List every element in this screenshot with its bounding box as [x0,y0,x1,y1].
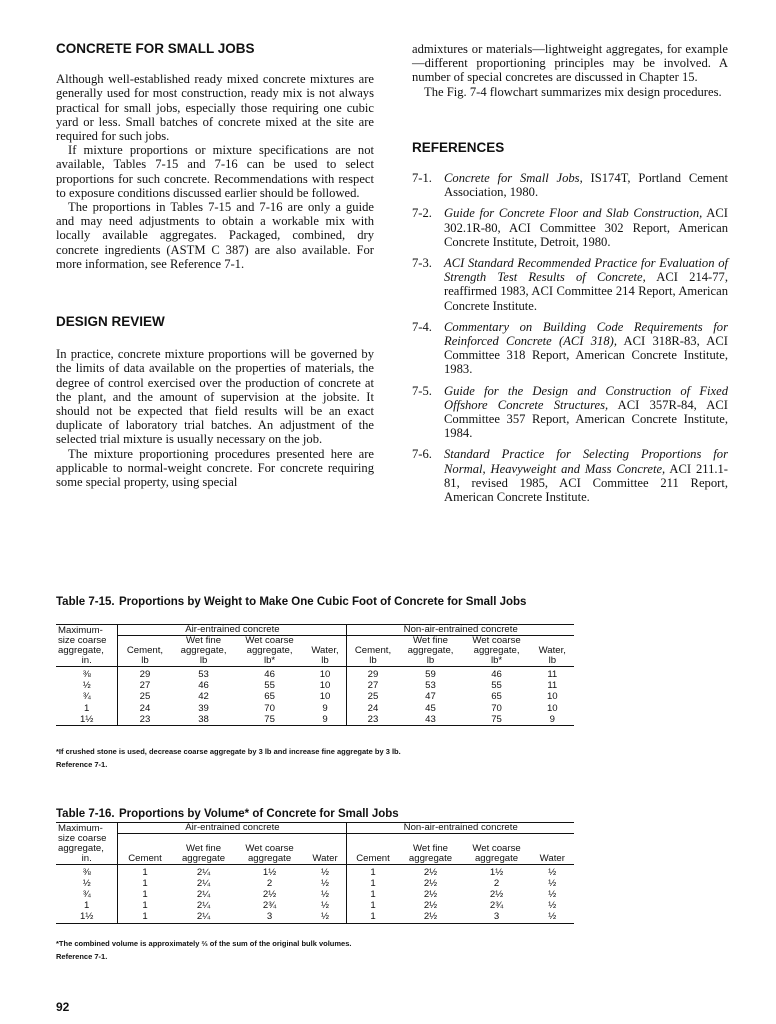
footnote-reference: Reference 7-1. [56,759,108,769]
table-cell: ½ [321,866,330,878]
table-cell: ½ [548,900,557,912]
col-header-cement: Cement [347,854,399,865]
table-cell: ½ [82,680,91,692]
table-cell: 29 [347,667,399,681]
table-title: Proportions by Weight to Make One Cubic Foot of Concrete for Small Jobs [119,596,527,608]
table-cell: 1½ [262,866,277,878]
table-row [56,703,574,714]
col-header-water: Water, [538,645,566,656]
col-header-max-size: in. [56,854,118,865]
table-7-16 [56,822,574,924]
col-header-coarse: aggregate [236,854,304,865]
col-header-coarse: Wet coarse [472,635,521,646]
col-header-water: Water [531,854,574,865]
table-body [56,864,574,923]
table-cell: 23 [347,714,399,726]
col-header-max-size: in. [56,656,118,667]
table-cell: 53 [198,669,209,680]
table-cell: 2½ [423,888,438,900]
reference-item: 7-1. Concrete for Small Jobs, IS174T, Portland Cement Association, 1980. [412,171,728,200]
table-row [56,864,574,878]
col-header-coarse: aggregate, [473,645,520,656]
table-7-16-caption [56,808,576,822]
section-heading-design-review: DESIGN REVIEW [56,314,165,330]
table-cell: 24 [347,703,399,714]
group-header-nonair: Non-air-entrained concrete [347,823,574,834]
table-cell: 10 [319,680,331,692]
table-cell: 1 [118,900,172,911]
table-cell: 1 [347,878,399,889]
table-cell: 2½ [489,888,504,900]
table-cell: 10 [319,691,331,703]
col-header-max-size: size coarse [58,832,107,844]
footnote-reference: Reference 7-1. [56,951,108,961]
table-cell: ¾ [82,691,91,703]
col-header-fine: lb [172,656,236,667]
table-cell: 1½ [56,911,118,923]
paragraph: admixtures or materials—lightweight aggregates, for example—different proportioning principles may be involved. A number of special concretes are discussed in Chapter 15. [412,42,728,85]
table-row [56,889,574,900]
paragraph: The mixture proportioning procedures presented here are applicable to normal-weight concrete. For concrete requiring some special property, using special [56,446,374,490]
table-cell: 75 [463,714,531,726]
paragraph: If mixture proportions or mixture specifications are not available, Tables 7-15 and 7-16 can be used to select proportions for such concrete. Recommendations with respect to exposure conditions discussed earlier should be followed. [56,143,374,200]
table-cell: 75 [236,714,304,726]
table-cell: 42 [198,691,209,703]
col-header-water: lb [531,656,574,667]
table-cell: ½ [548,888,557,900]
table-cell: 27 [118,680,172,691]
table-cell: 25 [347,691,399,702]
col-header-max-size: aggregate, [58,645,104,656]
table-cell: 1 [347,889,399,900]
section-heading-references: REFERENCES [412,139,505,155]
table-label: Table 7-16. [56,808,115,820]
footnote-text: *The combined volume is approximately ⅔ of the sum of the original bulk volumes. [56,939,352,948]
table-cell: 1 [347,900,399,911]
col-header-coarse: lb* [463,656,531,667]
col-header-cement: lb [347,656,399,667]
col-header-water: Water, [311,645,339,656]
col-header-fine: aggregate, [407,645,454,656]
col-header-fine: Wet fine [413,842,449,854]
table-cell: 24 [118,703,172,714]
table-cell: 46 [491,669,502,680]
table-cell: 1 [347,911,399,923]
table-cell: ⅜ [82,669,91,680]
table-cell: 11 [547,669,558,680]
col-header-max-size: Maximum- [56,823,118,834]
table-cell: 2½ [423,900,438,912]
table-cell: 23 [118,714,172,726]
table-cell: 45 [425,702,436,714]
table-cell: 70 [264,702,275,714]
table-row [56,691,574,702]
table-cell: 11 [547,680,558,692]
table-cell: 1½ [56,714,118,726]
table-cell: 2½ [399,911,463,923]
paragraph: The proportions in Tables 7-15 and 7-16 are only a guide and may need adjustments to obtain a workable mix with locally available aggregates. Packaged, combined, dry concrete ingredients (ASTM C 387) are also available. For more information, see Reference 7-1. [56,200,374,271]
table-7-15 [56,624,574,726]
table-7-15-footnote [56,746,616,771]
table-cell: 46 [264,669,275,680]
col-header-cement: Cement, [347,646,399,656]
col-header-fine: aggregate [172,854,236,865]
group-header-nonair: Non-air-entrained concrete [347,625,574,636]
reference-item: 7-2. Guide for Concrete Floor and Slab Construction, ACI 302.1R-80, ACI Committee 302 Report, American Concrete Institute, Detroit, 1980. [412,206,728,249]
table-cell: ½ [321,877,330,889]
table-cell: 2¾ [262,900,277,912]
table-row [56,680,574,691]
table-cell: ⅜ [82,866,91,878]
table-cell: 9 [304,714,347,726]
table-cell: 2 [266,877,273,889]
table-cell: 27 [347,680,399,691]
col-header-fine: lb [399,656,463,667]
col-header-water: lb [304,656,347,667]
table-row [56,667,574,681]
col-header-fine: aggregate, [180,645,227,656]
table-cell: ½ [321,900,330,912]
col-header-max-size: size coarse [58,635,107,646]
right-column [412,42,728,511]
table-cell: 9 [531,714,574,726]
table-7-16-footnote [56,938,616,963]
group-header-air: Air-entrained concrete [118,625,347,636]
section-heading-small-jobs: CONCRETE FOR SMALL JOBS [56,41,255,56]
table-cell: 2½ [262,888,277,900]
table-cell: 39 [198,702,209,714]
footnote-text: *If crushed stone is used, decrease coarse aggregate by 3 lb and increase fine aggregate by 3 lb. [56,747,401,756]
table-title: Proportions by Volume* of Concrete for Small Jobs [119,808,399,820]
table-cell: ½ [82,877,91,889]
paragraph: Although well-established ready mixed concrete mixtures are generally used for most construction, ready mix is not always practical for small jobs, especially those requiring one cubic yard or less. Small batches of concrete mixed at the site are required for such jobs. [56,72,374,144]
reference-item: 7-6. Standard Practice for Selecting Proportions for Normal, Heavyweight and Mass Concrete, ACI 211.1-81, revised 1985, ACI Committee 211 Report, American Concrete Institute. [412,447,729,505]
table-cell: 10 [319,669,331,680]
table-cell: 29 [118,667,172,681]
table-cell: ½ [321,888,330,900]
col-header-fine: Wet fine [186,635,222,646]
table-row [56,900,574,911]
table-7-15-caption [56,596,576,624]
table-cell: 2½ [423,877,438,889]
table-cell: 2¾ [489,900,504,912]
reference-item: 7-5. Guide for the Design and Construction of Fixed Offshore Concrete Structures, ACI 357R-84, ACI Committee 357 Report, American Concrete Institute, 1984. [412,383,728,441]
table-cell: 46 [198,680,209,692]
col-header-coarse: Wet coarse [472,842,521,854]
table-row [56,878,574,889]
table-cell: 3 [236,911,304,923]
table-cell: 59 [425,669,436,680]
table-cell: 2¼ [196,888,211,900]
table-row [56,714,574,726]
paragraph: In practice, concrete mixture proportions will be governed by the limits of data available on the properties of materials, the degree of control exercised over the production of concrete at the plant, and the amount of supervision at the jobsite. It should not be expected that field results will be an exact duplicate of laboratory trial batches. An adjustment of the selected trial mixture is usually necessary on the job. [56,347,374,447]
table-cell: 3 [463,911,531,923]
col-header-coarse: aggregate, [246,645,293,656]
paragraph: The Fig. 7-4 flowchart summarizes mix design procedures. [424,84,722,99]
col-header-fine: Wet fine [186,842,222,854]
col-header-coarse: Wet coarse [245,635,294,646]
table-cell: 1 [84,702,90,714]
table-cell: 53 [425,680,436,692]
table-cell: 2¼ [196,900,211,912]
table-label: Table 7-15. [56,596,115,608]
table-cell: 47 [425,691,436,703]
table-body [56,667,574,726]
table-cell: 1½ [489,866,504,878]
col-header-fine: Wet fine [413,635,449,646]
table-cell: 2 [493,877,500,889]
table-cell: 1 [118,911,172,923]
table-cell: ½ [548,866,557,878]
table-row [56,911,574,923]
col-header-cement: Cement, [118,646,172,656]
col-header-coarse: lb* [236,656,304,667]
table-cell: 2½ [423,866,438,878]
table-cell: ½ [304,911,347,923]
col-header-max-size: Maximum- [56,625,118,636]
table-cell: 43 [399,714,463,726]
col-header-cement: lb [118,656,172,667]
reference-list [412,171,728,504]
table-cell: 1 [347,864,399,878]
table-cell: 55 [264,680,275,692]
reference-item: 7-4. Commentary on Building Code Requirements for Reinforced Concrete (ACI 318), ACI 318R-83, ACI Committee 318 Report, American Concrete Institute, 1983. [412,319,728,377]
table-cell: 38 [172,714,236,726]
group-header-air: Air-entrained concrete [118,823,347,834]
table-cell: 9 [322,702,328,714]
reference-item: 7-3. ACI Standard Recommended Practice for Evaluation of Strength Test Results of Concrete, ACI 214-77, reaffirmed 1983, ACI Committee 214 Report, American Concrete Institute. [412,256,728,313]
left-column [56,42,374,489]
table-cell: 55 [491,680,502,692]
table-cell: 25 [118,691,172,702]
col-header-coarse: aggregate [463,854,531,865]
table-cell: 65 [264,691,275,703]
table-cell: 10 [546,691,558,703]
col-header-max-size: aggregate, [58,842,104,854]
table-cell: 65 [491,691,502,703]
table-cell: ½ [531,911,574,923]
table-cell: 1 [118,864,172,878]
table-cell: 1 [84,900,90,912]
col-header-coarse: Wet coarse [245,842,294,854]
table-cell: 2¼ [172,911,236,923]
table-cell: 2¼ [196,877,211,889]
table-cell: ¾ [82,888,91,900]
col-header-cement: Cement [118,854,172,865]
table-cell: ½ [548,877,557,889]
col-header-fine: aggregate [399,854,463,865]
table-cell: 10 [546,702,558,714]
page-number: 92 [56,1000,70,1014]
table-cell: 70 [491,702,502,714]
table-cell: 2¼ [196,866,211,878]
col-header-water: Water [304,854,347,865]
table-cell: 1 [118,889,172,900]
table-cell: 1 [118,878,172,889]
